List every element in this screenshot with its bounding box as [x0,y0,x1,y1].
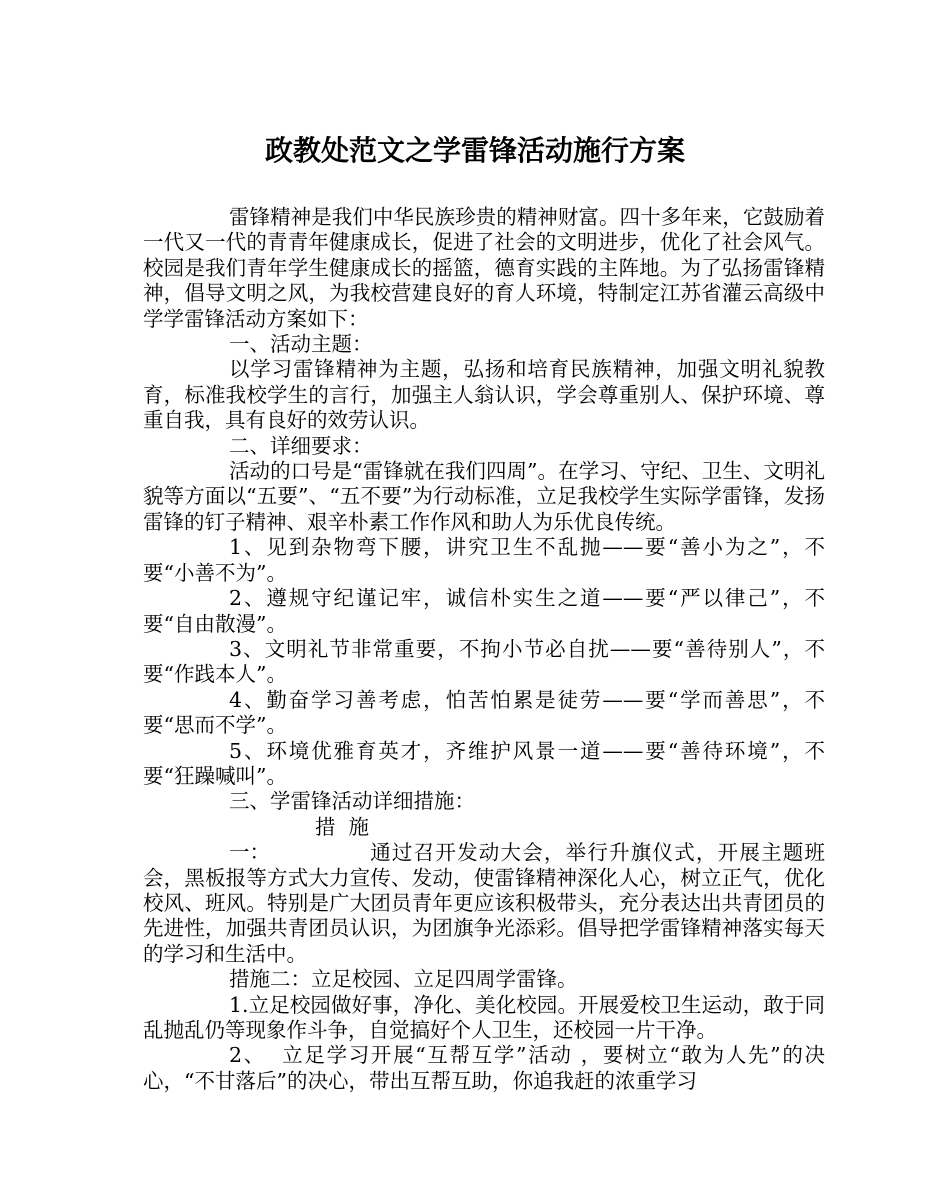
measure-1-label: 措施一： [229,814,369,865]
list-item-requirement-1: 1、见到杂物弯下腰，讲究卫生不乱抛——要“善小为之”，不要“小善不为”。 [143,535,825,585]
document-body [143,205,825,1094]
paragraph-slogan: 活动的口号是“雷锋就在我们四周”。在学习、守纪、卫生、文明礼貌等方面以“五要”、“五不要”为行动标准，立足我校学生实际学雷锋，发扬雷锋的钉子精神、艰辛朴素工作作风和助人为乐优良传统。 [143,459,825,534]
list-item-requirement-4: 4、勤奋学习善考虑，怕苦怕累是徒劳——要“学而善思”，不要“思而不学”。 [143,687,825,738]
document-title: 政教处范文之学雷锋活动施行方案 [264,134,685,167]
list-item-requirement-5: 5、环境优雅育英才，齐维护风景一道——要“善待环境”，不要“狂躁喊叫”。 [143,738,825,788]
heading-measures: 三、学雷锋活动详细措施： [229,789,475,814]
heading-detailed-requirements: 二、详细要求： [229,433,373,458]
paragraph-measure-2: 措施二：立足校园、立足四周学雷锋。 [229,967,578,992]
paragraph-measure-1 [143,815,825,967]
heading-activity-theme: 一、活动主题： [229,332,373,357]
list-item-requirement-2: 2、遵规守纪谨记牢，诚信朴实生之道——要“严以律己”，不要“自由散漫”。 [143,586,825,636]
paragraph-activity-theme: 以学习雷锋精神为主题，弘扬和培育民族精神，加强文明礼貌教育，标准我校学生的言行，加强主人翁认识，学会尊重别人、保护环境、尊重自我，具有良好的效劳认识。 [143,357,825,433]
measure-1-text: 通过召开发动大会，举行升旗仪式，开展主题班会，黑板报等方式大力宣传、发动，使雷锋精神深化人心，树立正气，优化校风、班风。特别是广大团员青年更应该积极带头，充分表达出共青团员的先进性，加强共青团员认识，为团旗争光添彩。倡导把学雷锋精神落实每天的学习和生活中。 [143,840,825,966]
list-item-requirement-3: 3、文明礼节非常重要，不拘小节必自扰——要“善待别人”，不要“作践本人”。 [143,636,825,687]
paragraph-intro: 雷锋精神是我们中华民族珍贵的精神财富。四十多年来，它鼓励着一代又一代的青青年健康成长，促进了社会的文明进步，优化了社会风气。校园是我们青年学生健康成长的摇篮，德育实践的主阵地。为了弘扬雷锋精神，倡导文明之风，为我校营建良好的育人环境，特制定江苏省灌云高级中学学雷锋活动方案如下： [143,205,825,331]
list-item-measure-2-2: 2、 立足学习开展“互帮互学”活动 ，要树立“敢为人先”的决心，“不甘落后”的决心，带出互帮互助，你追我赶的浓重学习 [143,1043,825,1093]
list-item-measure-2-1: 1.立足校园做好事，净化、美化校园。开展爱校卫生运动，敢于同乱抛乱仍等现象作斗争，自觉搞好个人卫生，还校园一片干净。 [143,992,825,1042]
